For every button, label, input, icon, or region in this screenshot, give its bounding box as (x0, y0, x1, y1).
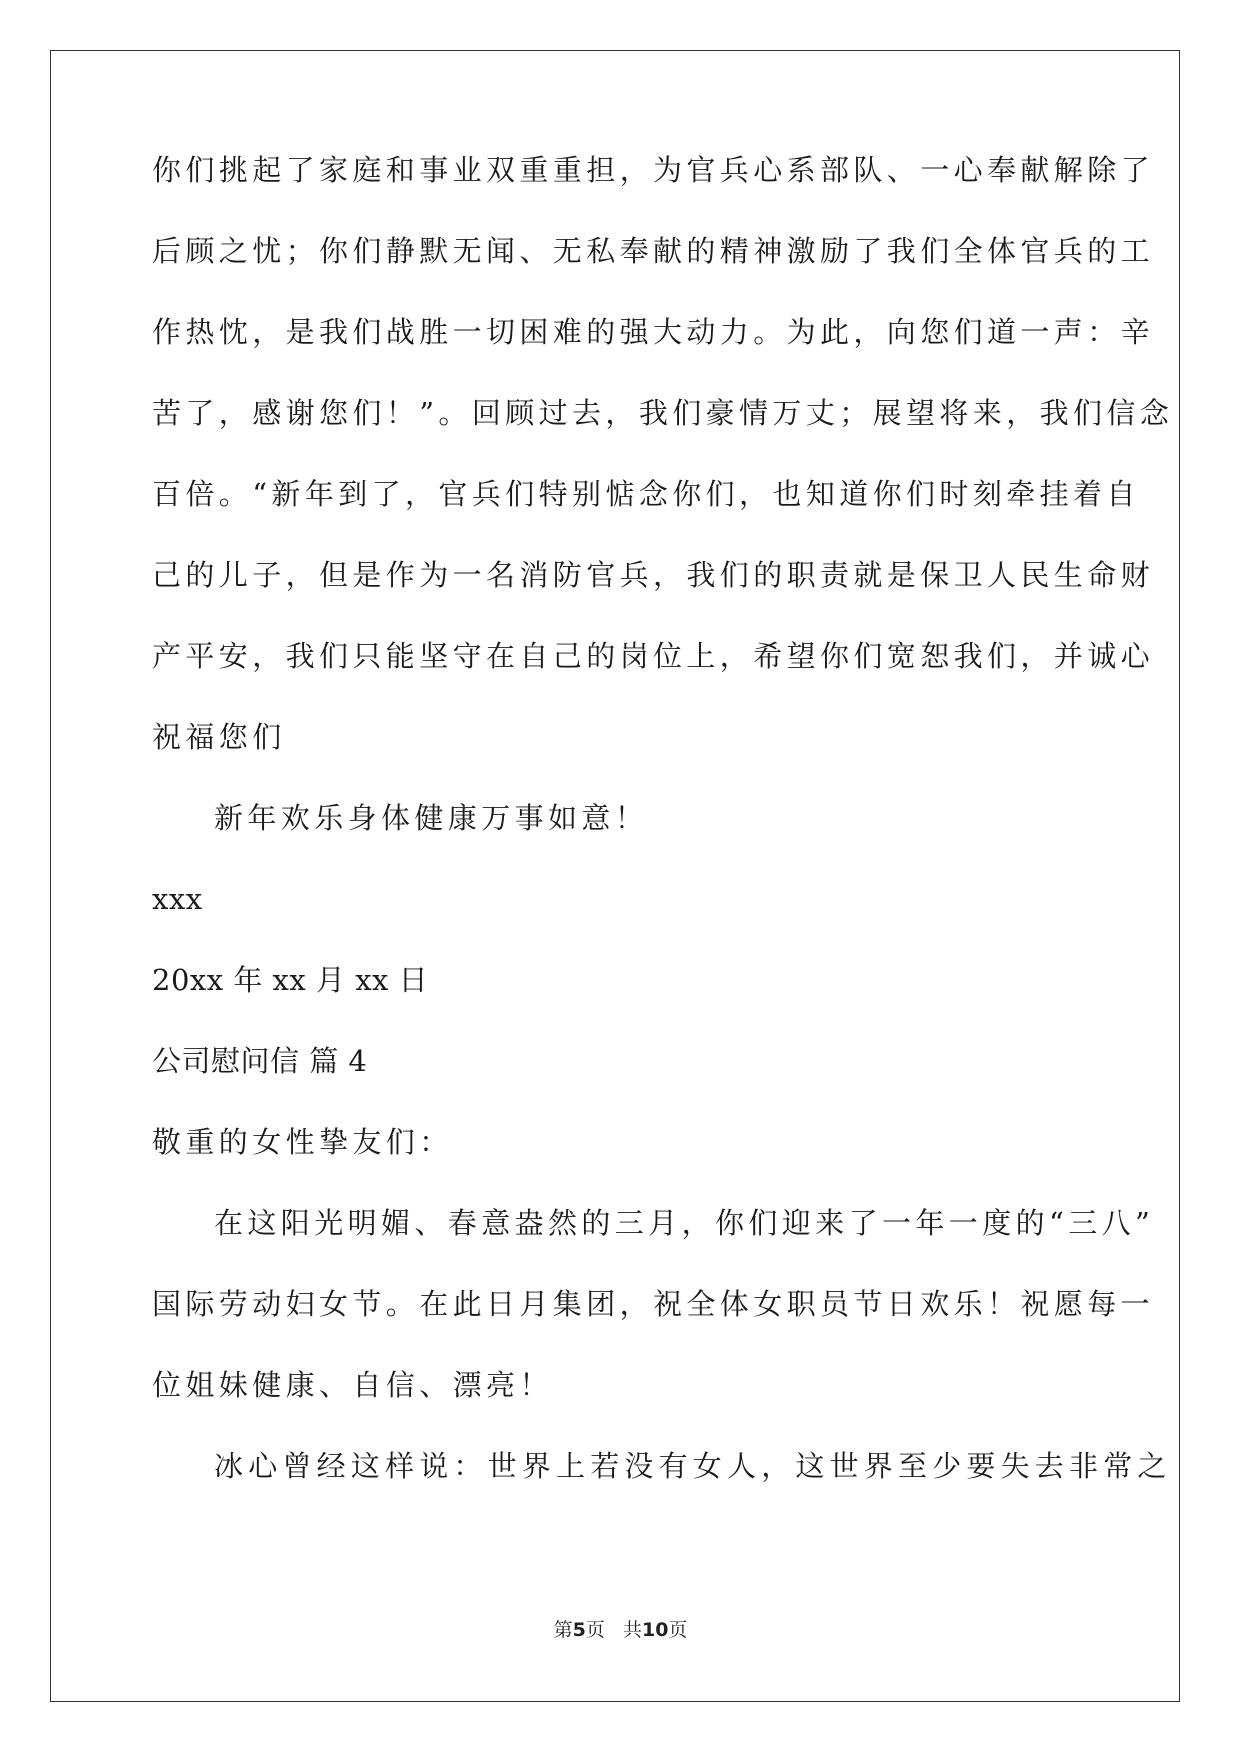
body-line-7: 产平安，我们只能坚守在自己的岗位上，希望你们宽恕我们，并诚心 (152, 639, 1155, 673)
current-page-number: 5 (572, 1619, 586, 1641)
paragraph-line-1: 在这阳光明媚、春意盎然的三月，你们迎来了一年一度的“三八” (214, 1206, 1155, 1240)
body-line-1: 你们挑起了家庭和事业双重重担，为官兵心系部队、一心奉献解除了 (152, 153, 1155, 187)
total-page-number: 10 (641, 1619, 669, 1641)
date-line: 20xx 年 xx 月 xx 日 (152, 963, 429, 997)
body-line-8: 祝福您们 (152, 720, 286, 754)
salutation: 敬重的女性挚友们： (152, 1125, 453, 1159)
footer-prefix: 第 (553, 1619, 573, 1641)
footer-page-suffix: 页 (585, 1619, 605, 1641)
paragraph-line-4: 冰心曾经这样说：世界上若没有女人，这世界至少要失去非常之 (214, 1449, 1172, 1483)
footer-total-prefix: 共 (622, 1619, 642, 1641)
greeting-wish: 新年欢乐身体健康万事如意！ (214, 801, 649, 835)
body-line-3: 作热忱，是我们战胜一切困难的强大动力。为此，向您们道一声：辛 (152, 315, 1155, 349)
body-line-6: 己的儿子，但是作为一名消防官兵，我们的职责就是保卫人民生命财 (152, 558, 1155, 592)
body-line-2: 后顾之忧；你们静默无闻、无私奉献的精神激励了我们全体官兵的工 (152, 234, 1155, 268)
page-footer (0, 1618, 1241, 1642)
document-body (152, 150, 1174, 1527)
body-line-4: 苦了，感谢您们！”。回顾过去，我们豪情万丈；展望将来，我们信念 (152, 396, 1174, 430)
signature: xxx (152, 882, 203, 916)
paragraph-line-3: 位姐妹健康、自信、漂亮！ (152, 1368, 553, 1402)
footer-total-suffix: 页 (668, 1619, 688, 1641)
paragraph-line-2: 国际劳动妇女节。在此日月集团，祝全体女职员节日欢乐！祝愿每一 (152, 1287, 1155, 1321)
section-heading: 公司慰问信 篇 4 (152, 1044, 368, 1078)
body-line-5: 百倍。“新年到了，官兵们特别惦念你们，也知道你们时刻牵挂着自 (152, 477, 1140, 511)
